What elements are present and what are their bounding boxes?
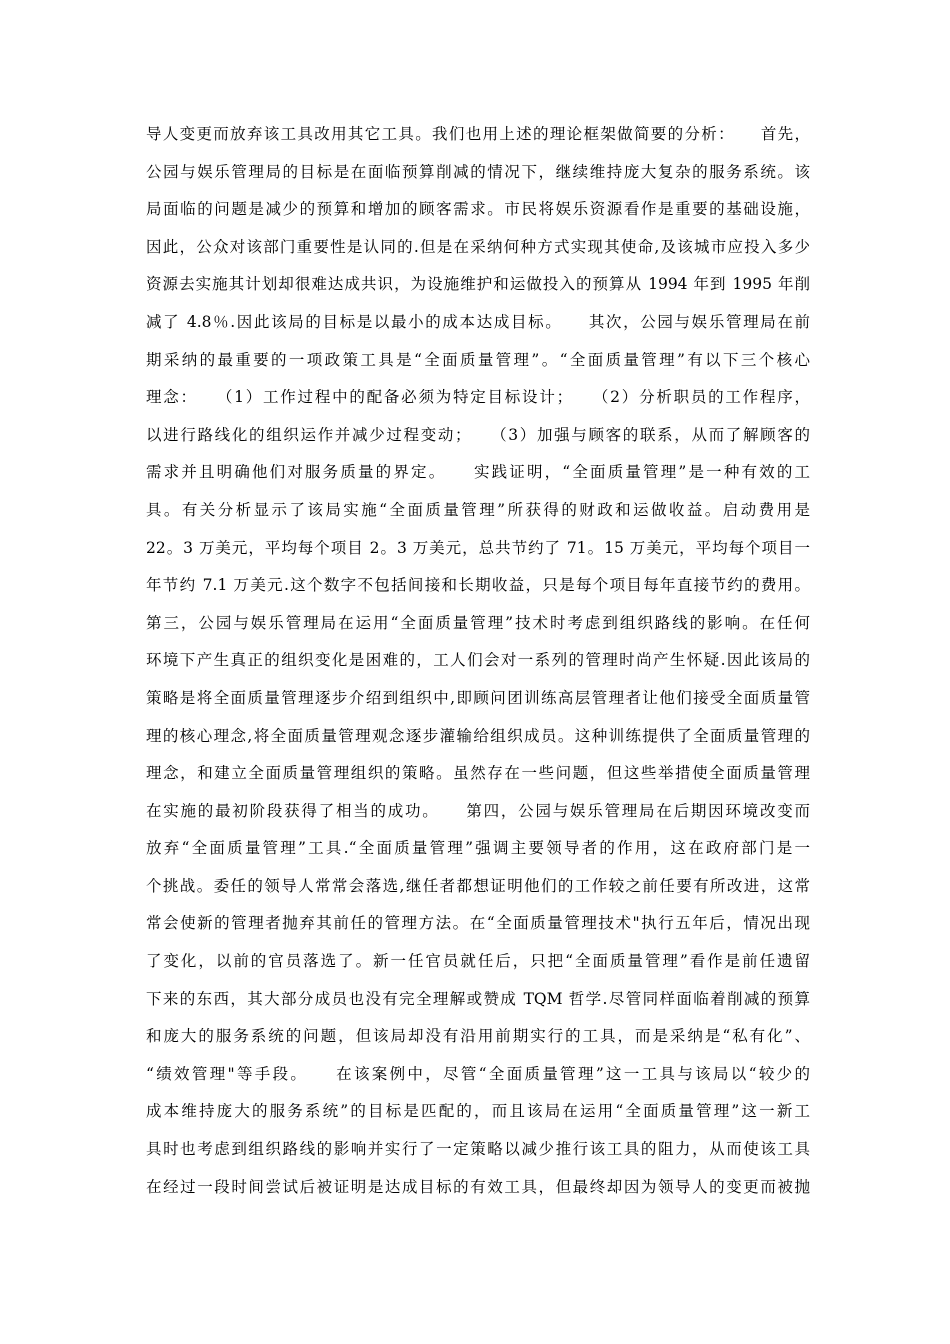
text-line: 和庞大的服务系统的问题，但该局却没有沿用前期实行的工具，而是采纳是“私有化”、 [146, 1027, 810, 1046]
text-line: 理念： （1）工作过程中的配备必须为特定目标设计； （2）分析职员的工作程序， [146, 388, 810, 407]
text-line: 因此，公众对该部门重要性是认同的.但是在采纳何种方式实现其使命,及该城市应投入多少 [146, 237, 810, 256]
text-line: 以进行路线化的组织运作并减少过程变动； （3）加强与顾客的联系，从而了解顾客的 [146, 425, 810, 444]
text-line: 具。有关分析显示了该局实施“全面质量管理”所获得的财政和运做收益。启动费用是 [146, 500, 810, 519]
text-line: 导人变更而放弃该工具改用其它工具。我们也用上述的理论框架做简要的分析： 首先， [146, 125, 810, 143]
text-line: 理的核心理念,将全面质量管理观念逐步灌输给组织成员。这种训练提供了全面质量管理的 [146, 726, 810, 745]
text-line: 局面临的问题是减少的预算和增加的顾客需求。市民将娱乐资源看作是重要的基础设施， [146, 200, 810, 219]
text-line: 第三，公园与娱乐管理局在运用“全面质量管理”技术时考虑到组织路线的影响。在任何 [146, 613, 810, 632]
text-line: 了变化，以前的官员落选了。新一任官员就任后，只把“全面质量管理”看作是前任遗留 [146, 952, 810, 971]
text-line: 年节约 7.1 万美元.这个数字不包括间接和长期收益，只是每个项目每年直接节约的费用。 [146, 576, 810, 595]
text-line: “绩效管理"等手段。 在该案例中，尽管“全面质量管理”这一工具与该局以“较少的 [146, 1064, 810, 1083]
text-line: 常会使新的管理者抛弃其前任的管理方法。在“全面质量管理技术"执行五年后，情况出现 [146, 914, 810, 933]
text-line: 在经过一段时间尝试后被证明是达成目标的有效工具，但最终却因为领导人的变更而被抛 [146, 1177, 810, 1196]
text-line: 公园与娱乐管理局的目标是在面临预算削减的情况下，继续维持庞大复杂的服务系统。该 [146, 162, 810, 181]
text-line: 资源去实施其计划却很难达成共识，为设施维护和运做投入的预算从 1994 年到 1995 年削 [146, 275, 810, 294]
text-line: 具时也考虑到组织路线的影响并实行了一定策略以减少推行该工具的阻力，从而使该工具 [146, 1140, 810, 1159]
body-text [146, 116, 810, 1206]
text-line: 个挑战。委任的领导人常常会落选,继任者都想证明他们的工作较之前任要有所改进，这常 [146, 876, 810, 895]
text-line: 期采纳的最重要的一项政策工具是“全面质量管理”。“全面质量管理”有以下三个核心 [146, 350, 810, 369]
text-line: 策略是将全面质量管理逐步介绍到组织中,即顾问团训练高层管理者让他们接受全面质量管 [146, 688, 810, 707]
text-line: 在实施的最初阶段获得了相当的成功。 第四，公园与娱乐管理局在后期因环境改变而 [146, 801, 810, 820]
text-line: 下来的东西，其大部分成员也没有完全理解或赞成 TQM 哲学.尽管同样面临着削减的预算 [146, 989, 810, 1008]
text-line: 减了 4.8％.因此该局的目标是以最小的成本达成目标。 其次，公园与娱乐管理局在前 [146, 312, 810, 331]
text-line: 22。3 万美元，平均每个项目 2。3 万美元，总共节约了 71。15 万美元，平均每个项目一 [146, 538, 810, 557]
text-line: 放弃“全面质量管理”工具.“全面质量管理”强调主要领导者的作用，这在政府部门是一 [146, 839, 810, 858]
text-line: 需求并且明确他们对服务质量的界定。 实践证明，“全面质量管理”是一种有效的工 [146, 463, 810, 482]
text-line: 环境下产生真正的组织变化是困难的，工人们会对一系列的管理时尚产生怀疑.因此该局的 [146, 651, 810, 670]
text-line: 理念，和建立全面质量管理组织的策略。虽然存在一些问题，但这些举措使全面质量管理 [146, 764, 810, 783]
text-line: 成本维持庞大的服务系统”的目标是匹配的，而且该局在运用“全面质量管理”这一新工 [146, 1102, 810, 1121]
